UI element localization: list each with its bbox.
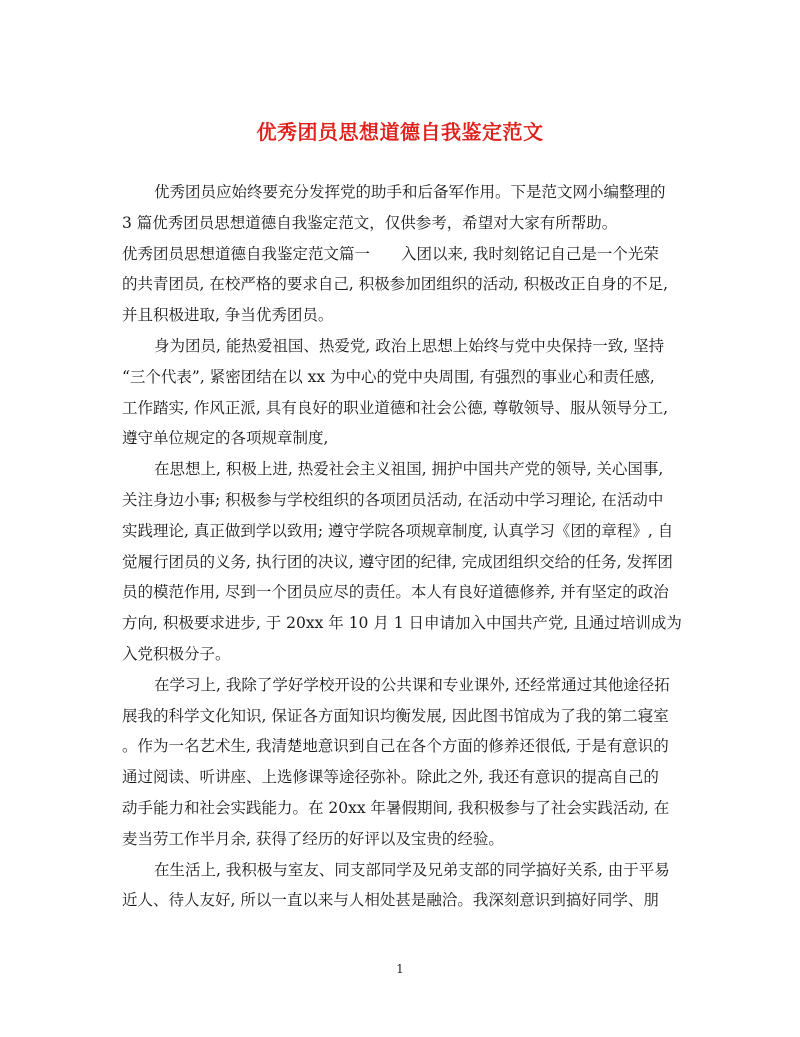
- text-line: 麦当劳工作半月余, 获得了经历的好评以及宝贵的经验。: [122, 829, 504, 848]
- text-line: 动手能力和社会实践能力。在 20xx 年暑假期间, 我积极参与了社会实践活动, 在: [122, 798, 670, 817]
- text-line: 。作为一名艺术生, 我清楚地意识到自己在各个方面的修养还很低, 于是有意识的: [122, 737, 669, 756]
- text-line: “三个代表”, 紧密团结在以 xx 为中心的党中央周围, 有强烈的事业心和责任感,: [122, 367, 655, 386]
- text-line: 觉履行团员的义务, 执行团的决议, 遵守团的纪律, 完成团组织交给的任务, 发挥团: [122, 552, 673, 571]
- text-line: 在生活上, 我积极与室友、同支部同学及兄弟支部的同学搞好关系, 由于平易: [154, 860, 670, 879]
- document-title: 优秀团员思想道德自我鉴定范文: [256, 120, 544, 144]
- text-line: 身为团员, 能热爱祖国、热爱党, 政治上思想上始终与党中央保持一致, 坚持: [154, 336, 665, 355]
- text-line: 关注身边小事; 积极参与学校组织的各项团员活动, 在活动中学习理论, 在活动中: [122, 490, 664, 509]
- text-line: 工作踏实, 作风正派, 具有良好的职业道德和社会公德, 尊敬领导、服从领导分工,: [122, 398, 668, 417]
- text-line: 员的模范作用, 尽到一个团员应尽的责任。本人有良好道德修养, 并有坚定的政治: [122, 583, 669, 602]
- text-line: 在思想上, 积极上进, 热爱社会主义祖国, 拥护中国共产党的领导, 关心国事,: [154, 460, 664, 479]
- text-line: 在学习上, 我除了学好学校开设的公共课和专业课外, 还经常通过其他途径拓: [154, 675, 670, 694]
- page-number: 1: [396, 962, 404, 976]
- text-line: 近人、待人友好, 所以一直以来与人相处甚是融洽。我深刻意识到搞好同学、朋: [122, 891, 659, 910]
- text-line: 优秀团员思想道德自我鉴定范文篇一 入团以来, 我时刻铭记自己是一个光荣: [122, 244, 659, 263]
- text-line: 通过阅读、听讲座、上选修课等途径弥补。除此之外, 我还有意识的提高自己的: [122, 768, 659, 787]
- text-line: 并且积极进取, 争当优秀团员。: [122, 306, 334, 325]
- text-line: 优秀团员应始终要充分发挥党的助手和后备军作用。下是范文网小编整理的: [154, 183, 666, 201]
- text-line: 方向, 积极要求进步, 于 20xx 年 10 月 1 日申请加入中国共产党, 且通过培训成为: [122, 614, 682, 633]
- text-line: 展我的科学文化知识, 保证各方面知识均衡发展, 因此图书馆成为了我的第二寝室: [122, 706, 669, 725]
- text-line: 的共青团员, 在校严格的要求自己, 积极参加团组织的活动, 积极改正自身的不足,: [122, 275, 668, 294]
- text-line: 入党积极分子。: [122, 644, 231, 663]
- text-line: 3 篇优秀团员思想道德自我鉴定范文，仅供参考，希望对大家有所帮助。: [122, 213, 618, 232]
- document-body: [122, 177, 682, 916]
- text-line: 遵守单位规定的各项规章制度,: [122, 429, 329, 448]
- text-line: 实践理论, 真正做到学以致用; 遵守学院各项规章制度, 认真学习《团的章程》, 自: [122, 521, 674, 540]
